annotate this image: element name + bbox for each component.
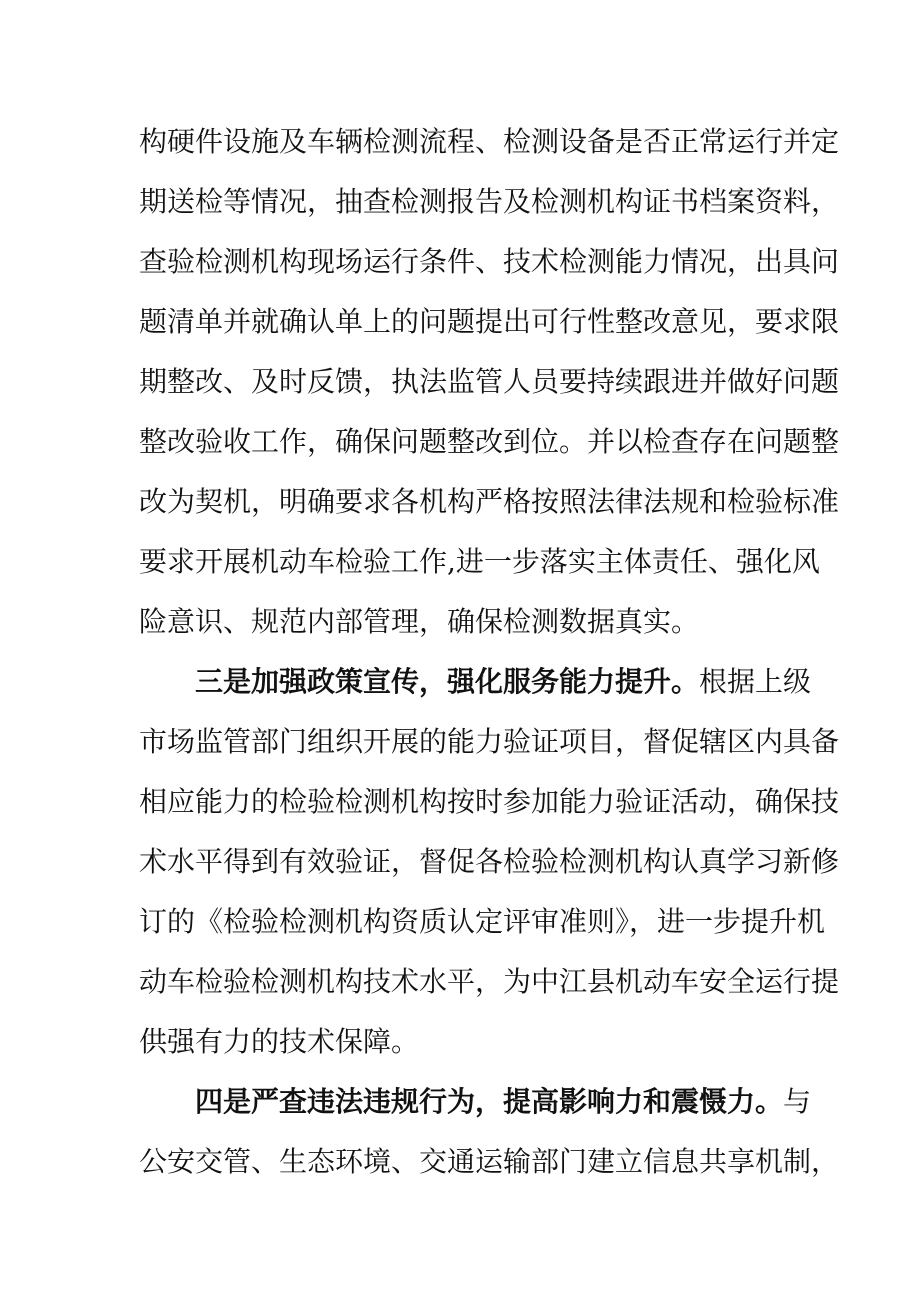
paragraph-3-line-2: 公安交管、生态环境、交通运输部门建立信息共享机制， [139, 1145, 840, 1178]
paragraph-3-heading: 四是严查违法违规行为，提高影响力和震慑力。 [195, 1085, 784, 1118]
paragraph-1-line-4: 题清单并就确认单上的问题提出可行性整改意见，要求限 [139, 305, 840, 338]
paragraph-1-line-8: 要求开展机动车检验工作,进一步落实主体责任、强化风 [139, 545, 820, 578]
paragraph-2-first-line [195, 662, 855, 702]
paragraph-1-line-3: 查验检测机构现场运行条件、技术检测能力情况，出具问 [139, 245, 840, 278]
paragraph-3-first-line [195, 1082, 855, 1122]
paragraph-2-line-4: 术水平得到有效验证，督促各检验检测机构认真学习新修 [139, 845, 840, 878]
paragraph-2-line-5: 订的《检验检测机构资质认定评审准则》，进一步提升机 [139, 905, 826, 938]
paragraph-1-line-6: 整改验收工作，确保问题整改到位。并以检查存在问题整 [139, 425, 840, 458]
paragraph-1-line-9: 险意识、规范内部管理，确保检测数据真实。 [139, 605, 700, 638]
paragraph-2-heading: 三是加强政策宣传，强化服务能力提升。 [195, 665, 700, 698]
paragraph-1-line-1: 构硬件设施及车辆检测流程、检测设备是否正常运行并定 [139, 125, 840, 158]
paragraph-2-line-7: 供强有力的技术保障。 [139, 1025, 420, 1058]
paragraph-1-line-5: 期整改、及时反馈，执法监管人员要持续跟进并做好问题 [139, 365, 840, 398]
paragraph-1-line-2: 期送检等情况，抽查检测报告及检测机构证书档案资料， [139, 185, 840, 218]
paragraph-2-line-6: 动车检验检测机构技术水平，为中江县机动车安全运行提 [139, 965, 840, 998]
paragraph-2-line-2: 市场监管部门组织开展的能力验证项目，督促辖区内具备 [139, 725, 840, 758]
paragraph-1-line-7: 改为契机，明确要求各机构严格按照法律法规和检验标准 [139, 485, 840, 518]
paragraph-2-first-line-text: 根据上级 [699, 665, 812, 698]
paragraph-3-first-line-text: 与 [783, 1085, 812, 1118]
paragraph-2-line-3: 相应能力的检验检测机构按时参加能力验证活动，确保技 [139, 785, 840, 818]
